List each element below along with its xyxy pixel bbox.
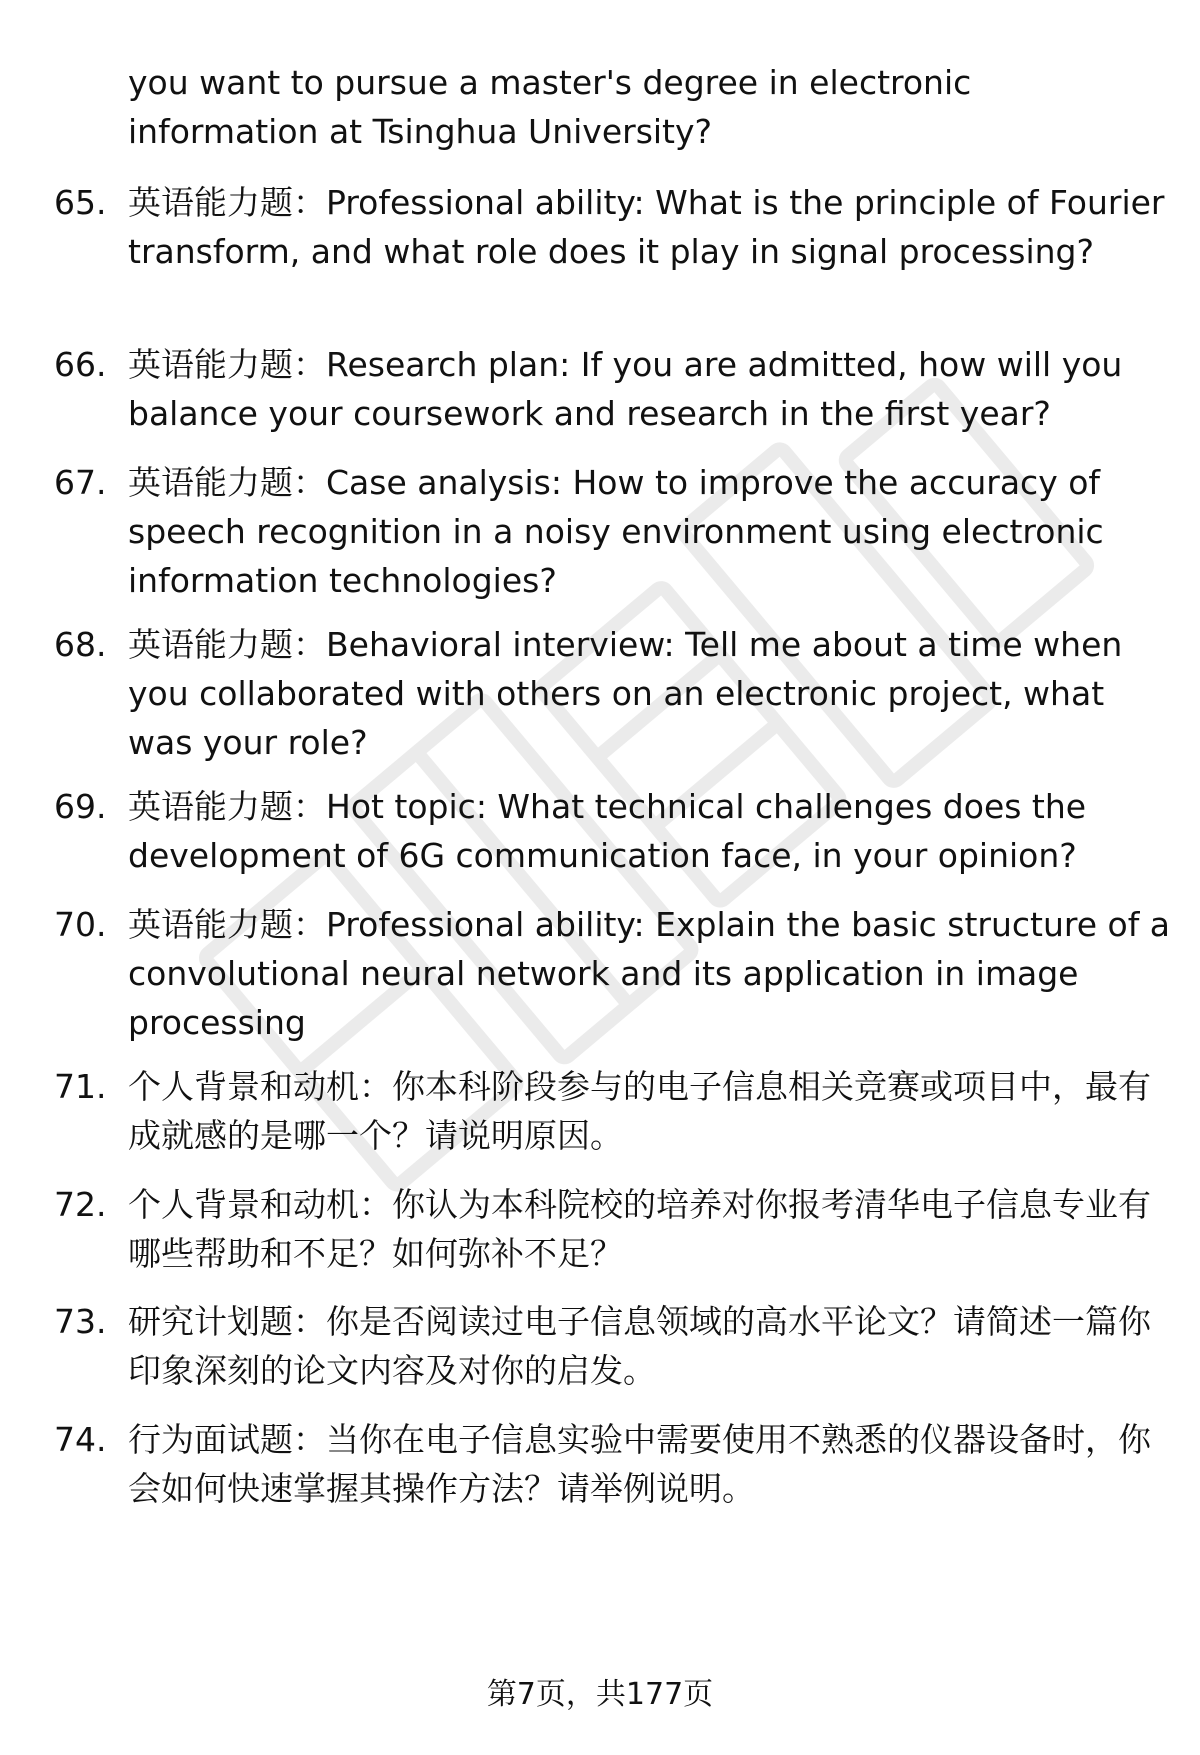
- question-number: 68.: [54, 625, 107, 664]
- continuation-text: you want to pursue a master's degree in electronic information at Tsinghua University?: [128, 63, 972, 151]
- question-text: 英语能力题：Professional ability: What is the principle of Fourier transform, and what role does it play in signal processing?: [128, 183, 1165, 271]
- question-text: 英语能力题：Case analysis: How to improve the accuracy of speech recognition in a noisy environment using electronic information technologies?: [128, 463, 1104, 600]
- page-number: 第7页，共177页: [486, 1677, 714, 1712]
- question-text: 英语能力题：Behavioral interview: Tell me about a time when you collaborated with others on an electronic project, what was your role?: [128, 625, 1123, 762]
- question-text: 行为面试题：当你在电子信息实验中需要使用不熟悉的仪器设备时，你会如何快速掌握其操作方法？请举例说明。: [128, 1420, 1151, 1508]
- question-text: 研究计划题：你是否阅读过电子信息领域的高水平论文？请简述一篇你印象深刻的论文内容及对你的启发。: [128, 1302, 1151, 1390]
- question-text: 个人背景和动机：你认为本科院校的培养对你报考清华电子信息专业有哪些帮助和不足？如何弥补不足？: [128, 1185, 1151, 1273]
- question-number: 67.: [54, 463, 107, 502]
- question-text: 英语能力题：Research plan: If you are admitted, how will you balance your coursework and research in the first year?: [128, 345, 1123, 433]
- question-text: 个人背景和动机：你本科阶段参与的电子信息相关竞赛或项目中，最有成就感的是哪一个？请说明原因。: [128, 1067, 1151, 1155]
- question-text: 英语能力题：Hot topic: What technical challenges does the development of 6G communication face, in your opinion?: [128, 787, 1087, 875]
- question-number: 70.: [54, 905, 107, 944]
- question-number: 65.: [54, 183, 107, 222]
- question-number: 66.: [54, 345, 107, 384]
- question-number: 73.: [54, 1302, 107, 1341]
- question-text: 英语能力题：Professional ability: Explain the basic structure of a convolutional neural network and its application in image processing: [128, 905, 1171, 1042]
- question-number: 72.: [54, 1185, 107, 1224]
- question-number: 74.: [54, 1420, 107, 1459]
- question-number: 71.: [54, 1067, 107, 1106]
- question-number: 69.: [54, 787, 107, 826]
